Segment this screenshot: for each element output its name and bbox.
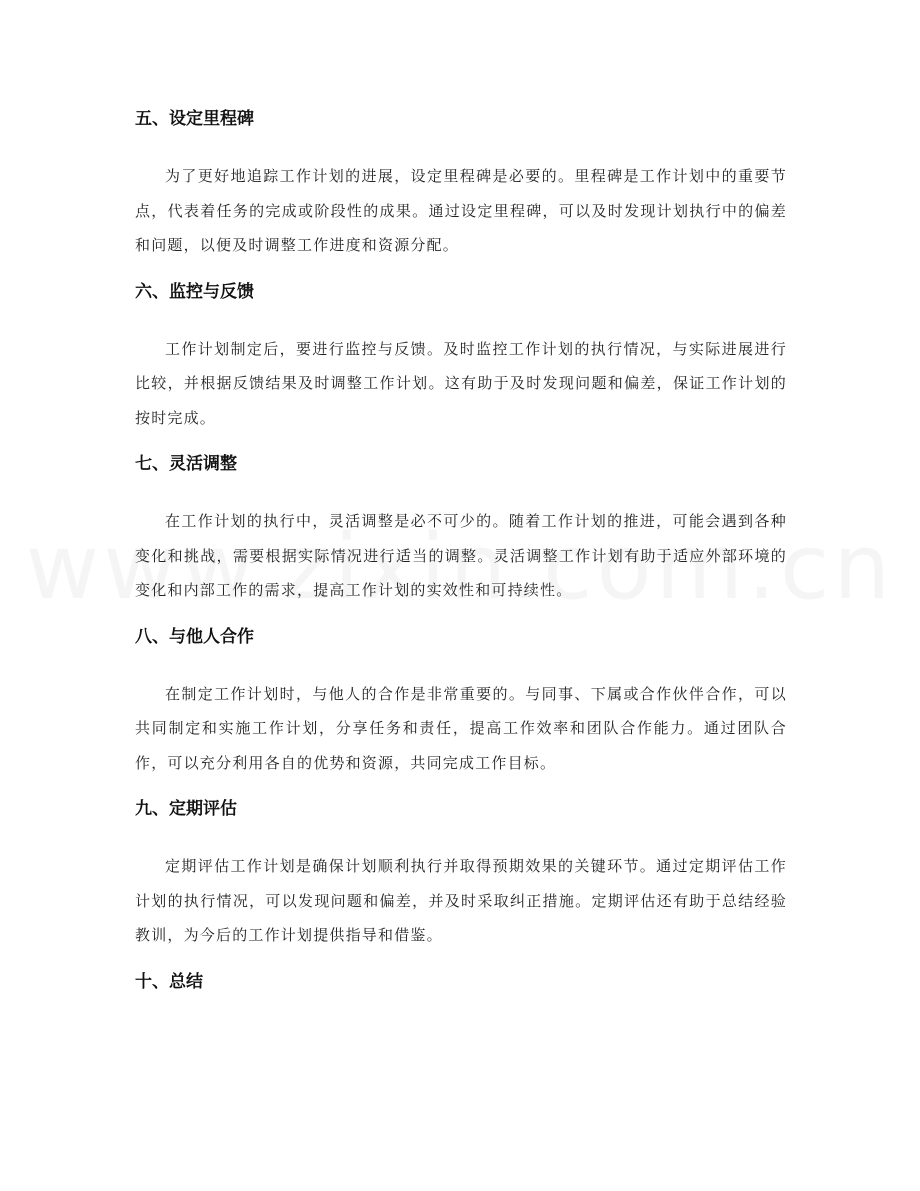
section-paragraph: 在工作计划的执行中，灵活调整是必不可少的。随着工作计划的推进，可能会遇到各种变化和挑战，需要根据实际情况进行适当的调整。灵活调整工作计划有助于适应外部环境的变化和内部工作的需求，提高工作计划的实效性和可持续性。 [135,512,787,599]
section-9 [135,794,787,953]
section-heading: 五、设定里程碑 [135,109,254,129]
section-heading: 七、灵活调整 [135,454,237,474]
section-heading: 九、定期评估 [135,799,237,819]
section-5 [135,104,787,263]
section-paragraph: 定期评估工作计划是确保计划顺利执行并取得预期效果的关键环节。通过定期评估工作计划的执行情况，可以发现问题和偏差，并及时采取纠正措施。定期评估还有助于总结经验教训，为今后的工作计划提供指导和借鉴。 [135,857,787,944]
section-heading: 十、总结 [135,971,203,992]
section-heading: 八、与他人合作 [135,626,254,647]
section-10 [135,967,787,997]
section-8 [135,622,787,781]
section-paragraph: 工作计划制定后，要进行监控与反馈。及时监控工作计划的执行情况，与实际进展进行比较，并根据反馈结果及时调整工作计划。这有助于及时发现问题和偏差，保证工作计划的按时完成。 [135,339,787,427]
section-paragraph: 在制定工作计划时，与他人的合作是非常重要的。与同事、下属或合作伙伴合作，可以共同制定和实施工作计划，分享任务和责任，提高工作效率和团队合作能力。通过团队合作，可以充分利用各自的优势和资源，共同完成工作目标。 [135,684,787,772]
section-7 [135,449,787,608]
section-heading: 六、监控与反馈 [135,281,254,302]
section-6 [135,277,787,436]
document-body [135,104,787,997]
section-paragraph: 为了更好地追踪工作计划的进展，设定里程碑是必要的。里程碑是工作计划中的重要节点，代表着任务的完成或阶段性的成果。通过设定里程碑，可以及时发现计划执行中的偏差和问题，以便及时调整工作进度和资源分配。 [135,167,787,254]
